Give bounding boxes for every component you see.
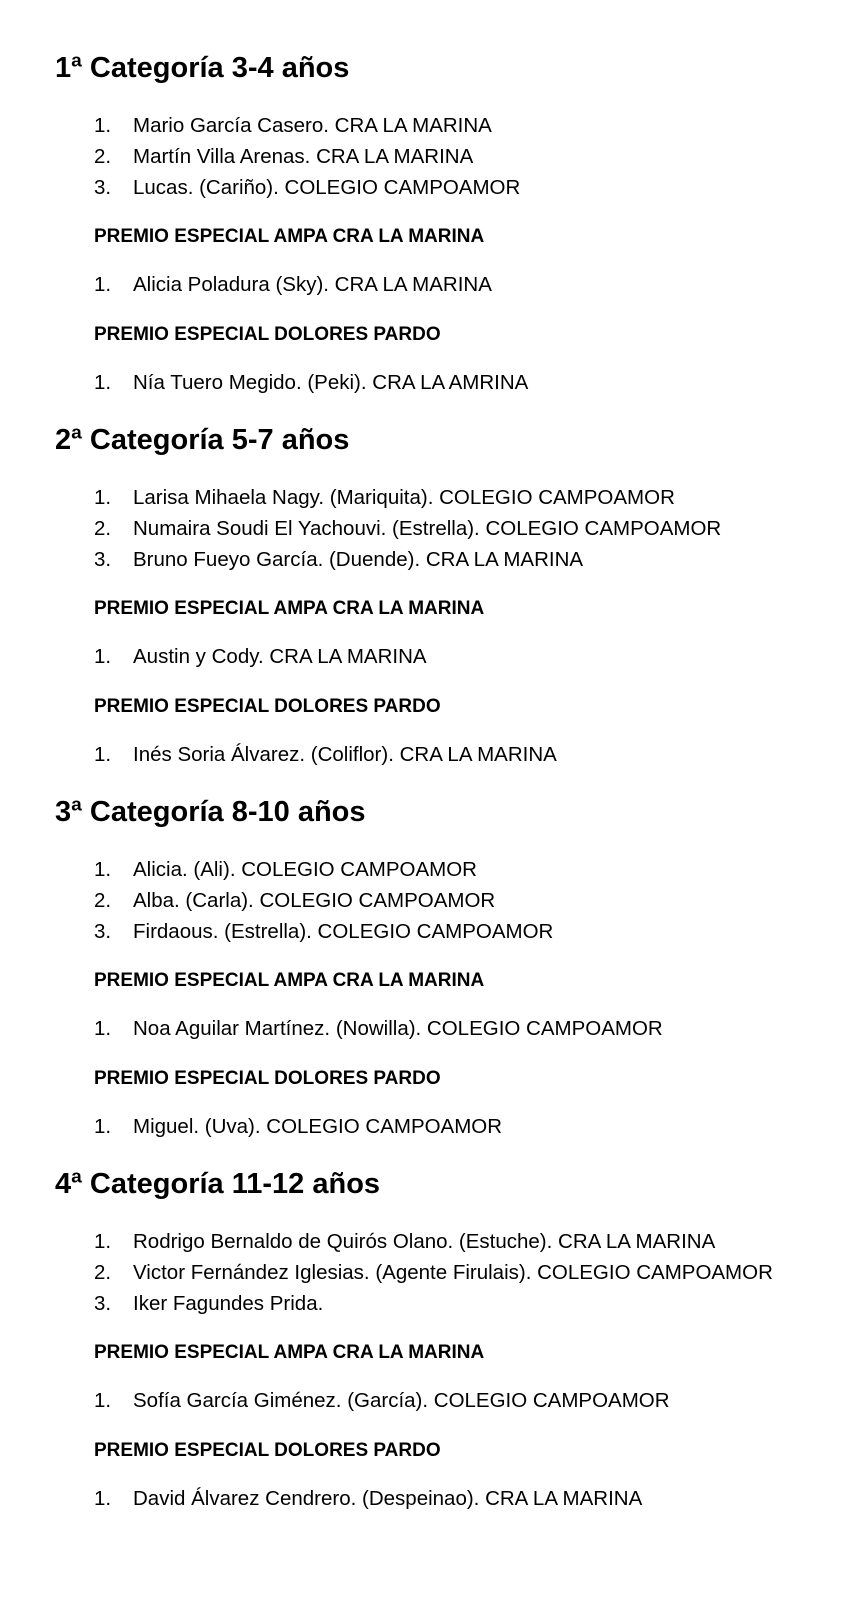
winner-entry: Martín Villa Arenas. CRA LA MARINA	[133, 145, 474, 168]
list-item	[0, 1288, 844, 1319]
winner-entry: Alicia. (Ali). COLEGIO CAMPOAMOR	[133, 858, 477, 881]
list-item	[0, 1385, 844, 1416]
special-prize-ampa	[0, 1338, 844, 1418]
list-number: 3.	[94, 176, 112, 199]
prize-heading: PREMIO ESPECIAL AMPA CRA LA MARINA	[94, 970, 485, 991]
winner-entry: Numaira Soudi El Yachouvi. (Estrella). COLEGIO CAMPOAMOR	[133, 517, 722, 540]
winner-entry: David Álvarez Cendrero. (Despeinao). CRA LA MARINA	[133, 1487, 643, 1510]
winner-entry: Firdaous. (Estrella). COLEGIO CAMPOAMOR	[133, 920, 554, 943]
list-number: 1.	[94, 273, 112, 296]
category-title: 3ª Categoría 8-10 años	[55, 796, 366, 828]
special-prize-ampa	[0, 594, 844, 674]
ranking-list	[0, 854, 844, 947]
list-number: 3.	[94, 920, 112, 943]
list-item	[0, 544, 844, 575]
list-number: 1.	[94, 371, 112, 394]
special-prize-dolores-pardo	[0, 1436, 844, 1516]
list-item	[0, 513, 844, 544]
prize-heading: PREMIO ESPECIAL AMPA CRA LA MARINA	[94, 1342, 485, 1363]
winner-entry: Rodrigo Bernaldo de Quirós Olano. (Estuche). CRA LA MARINA	[133, 1230, 716, 1253]
list-number: 1.	[94, 1115, 112, 1138]
ranking-list	[0, 1226, 844, 1319]
winner-entry: Mario García Casero. CRA LA MARINA	[133, 114, 492, 137]
list-number: 1.	[94, 114, 112, 137]
list-item	[0, 482, 844, 513]
winner-entry: Bruno Fueyo García. (Duende). CRA LA MARINA	[133, 548, 584, 571]
list-item	[0, 172, 844, 203]
list-item	[0, 916, 844, 947]
special-prize-ampa	[0, 966, 844, 1046]
winner-entry: Alicia Poladura (Sky). CRA LA MARINA	[133, 273, 492, 296]
list-item	[0, 1483, 844, 1514]
list-item	[0, 854, 844, 885]
category-section	[0, 0, 844, 394]
category-section	[0, 744, 844, 1138]
winner-entry: Miguel. (Uva). COLEGIO CAMPOAMOR	[133, 1115, 503, 1138]
list-number: 3.	[94, 1292, 112, 1315]
category-section	[0, 372, 844, 766]
winner-entry: Inés Soria Álvarez. (Coliflor). CRA LA MARINA	[133, 743, 557, 766]
winner-entry: Iker Fagundes Prida.	[133, 1292, 324, 1315]
list-item	[0, 1013, 844, 1044]
prize-heading: PREMIO ESPECIAL AMPA CRA LA MARINA	[94, 598, 485, 619]
list-item	[0, 1226, 844, 1257]
list-number: 2.	[94, 145, 112, 168]
winner-entry: Alba. (Carla). COLEGIO CAMPOAMOR	[133, 889, 496, 912]
list-item	[0, 110, 844, 141]
list-item	[0, 141, 844, 172]
category-title: 1ª Categoría 3-4 años	[55, 52, 350, 84]
prize-heading: PREMIO ESPECIAL AMPA CRA LA MARINA	[94, 226, 485, 247]
list-number: 2.	[94, 889, 112, 912]
ranking-list	[0, 110, 844, 203]
list-number: 2.	[94, 517, 112, 540]
winner-entry: Nía Tuero Megido. (Peki). CRA LA AMRINA	[133, 371, 529, 394]
list-number: 1.	[94, 1487, 112, 1510]
winner-entry: Lucas. (Cariño). COLEGIO CAMPOAMOR	[133, 176, 521, 199]
winner-entry: Austin y Cody. CRA LA MARINA	[133, 645, 427, 668]
list-number: 3.	[94, 548, 112, 571]
prize-heading: PREMIO ESPECIAL DOLORES PARDO	[94, 1440, 441, 1461]
list-item	[0, 269, 844, 300]
list-item	[0, 885, 844, 916]
list-number: 2.	[94, 1261, 112, 1284]
winner-entry: Sofía García Giménez. (García). COLEGIO CAMPOAMOR	[133, 1389, 670, 1412]
winner-entry: Victor Fernández Iglesias. (Agente Firulais). COLEGIO CAMPOAMOR	[133, 1261, 773, 1284]
list-number: 1.	[94, 1017, 112, 1040]
special-prize-ampa	[0, 222, 844, 302]
prize-heading: PREMIO ESPECIAL DOLORES PARDO	[94, 1068, 441, 1089]
list-item	[0, 1257, 844, 1288]
list-number: 1.	[94, 858, 112, 881]
list-number: 1.	[94, 1389, 112, 1412]
ranking-list	[0, 482, 844, 575]
category-title: 4ª Categoría 11-12 años	[55, 1168, 381, 1200]
list-number: 1.	[94, 645, 112, 668]
list-number: 1.	[94, 743, 112, 766]
prize-heading: PREMIO ESPECIAL DOLORES PARDO	[94, 696, 441, 717]
list-number: 1.	[94, 1230, 112, 1253]
category-title: 2ª Categoría 5-7 años	[55, 424, 350, 456]
category-section	[0, 1116, 844, 1510]
list-item	[0, 641, 844, 672]
prize-heading: PREMIO ESPECIAL DOLORES PARDO	[94, 324, 441, 345]
winner-entry: Larisa Mihaela Nagy. (Mariquita). COLEGIO CAMPOAMOR	[133, 486, 675, 509]
winner-entry: Noa Aguilar Martínez. (Nowilla). COLEGIO CAMPOAMOR	[133, 1017, 663, 1040]
list-number: 1.	[94, 486, 112, 509]
